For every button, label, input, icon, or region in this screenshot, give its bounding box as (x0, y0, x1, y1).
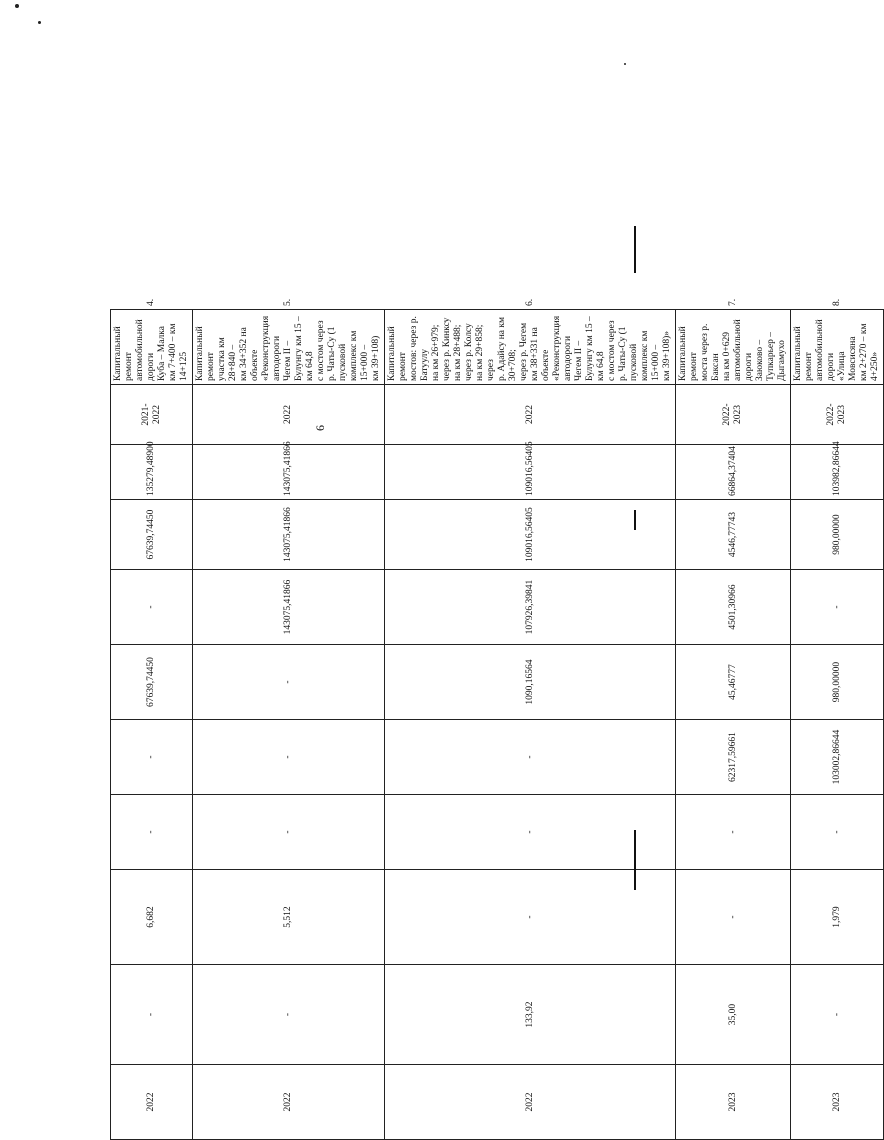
col-5-cell: - (193, 720, 385, 795)
col-4-cell: 67639,74450 (111, 645, 193, 720)
col-5-cell: 62317,59661 (676, 720, 791, 795)
object-name-cell: Капитальный ремонт автомобильной дороги «Улица Мовсисяна км 2+270 – км 4+250» (791, 310, 884, 385)
col-6-cell: - (676, 795, 791, 870)
col-8-cell: 133,92 (385, 965, 676, 1065)
col-7-cell: 1,979 (791, 870, 884, 965)
completion-year-cell: 2022 (111, 1065, 193, 1140)
table-row: 2023 - 1,979 - 103002,86644 980,00000 - 980,00000 103982,86644 2022- 2023 Капитальный ремонт автомобильной дороги «Улица Мовсисяна км 2+270 – км 4+250» 8. (791, 310, 884, 1140)
col-4-cell: - (193, 645, 385, 720)
completion-year-cell: 2023 (791, 1065, 884, 1140)
col-3-cell: - (111, 570, 193, 645)
col-6-cell: - (193, 795, 385, 870)
table-row: 2022 - 5,512 - - - 143075,41866 143075,41866 143075,41866 2022 Капитальный ремонт участка км 28+840 – км 34+352 на объекте «Реконструкция автодороги Чегем II – Булунгу км 15 – км 64,8 с мостом через р. Чаты-Су (1 пусковой комплекс км 15+000 – км 39+108) 5. (193, 310, 385, 1140)
col-3-cell: 4501,30966 (676, 570, 791, 645)
scan-speck (624, 63, 626, 65)
col-8-cell: - (791, 965, 884, 1065)
col-7-cell: - (385, 870, 676, 965)
object-name-cell: Капитальный ремонт участка км 28+840 – км 34+352 на объекте «Реконструкция автодороги Чегем II – Булунгу км 15 – км 64,8 с мостом через р. Чаты-Су (1 пусковой комплекс км 15+000 – км 39+108) (193, 310, 385, 385)
col-4-cell: 1090,16564 (385, 645, 676, 720)
object-name-cell: Капитальный ремонт мостов: через р. Батуулу на км 26+979; через р. Кинксу на км 28+488; через р. Колсу на км 29+858; через р. Адайсу на км 30+708; через р. Чегем км 38+331 на объекте «Реконструкция автодороги Чегем II – Булунгу км 15 – км 64,8 с мостом через р. Чаты-Су (1 пусковой комплекс км 15+000 – км 39+108)» (385, 310, 676, 385)
completion-year-cell: 2022 (385, 1065, 676, 1140)
col-8-cell: 35,00 (676, 965, 791, 1065)
years-cell: 2022 (385, 385, 676, 445)
total-cost-cell: 66864,37404 (676, 445, 791, 500)
col-6-cell: - (385, 795, 676, 870)
col-8-cell: - (111, 965, 193, 1065)
years-cell: 2021- 2022 (111, 385, 193, 445)
col-4-cell: 980,00000 (791, 645, 884, 720)
page-number: 6 (313, 425, 327, 431)
rotated-table-sheet (110, 298, 880, 1140)
col-3-cell: 107926,39841 (385, 570, 676, 645)
scan-speck (15, 4, 19, 8)
total-cost-cell: 109016,56405 (385, 445, 676, 500)
years-cell: 2022- 2023 (791, 385, 884, 445)
col-3-cell: 143075,41866 (193, 570, 385, 645)
scan-speck (38, 21, 41, 24)
col-3-cell: - (791, 570, 884, 645)
col-4-cell: 45,46777 (676, 645, 791, 720)
years-cell: 2022 (193, 385, 385, 445)
col-2-cell: 4546,77743 (676, 500, 791, 570)
col-8-cell: - (193, 965, 385, 1065)
object-name-cell: Капитальный ремонт автомобильной дороги Куба – Малка км 7+400 – км 14+125 (111, 310, 193, 385)
years-cell: 2022- 2023 (676, 385, 791, 445)
col-5-cell: - (385, 720, 676, 795)
table-row: 2022 - 6,682 - - 67639,74450 - 67639,74450 135279,48900 2021- 2022 Капитальный ремонт автомобильной дороги Куба – Малка км 7+400 – км 14+125 4. (111, 310, 193, 1140)
col-2-cell: 143075,41866 (193, 500, 385, 570)
col-6-cell: - (111, 795, 193, 870)
total-cost-cell: 135279,48900 (111, 445, 193, 500)
col-6-cell: - (791, 795, 884, 870)
col-5-cell: - (111, 720, 193, 795)
completion-year-cell: 2022 (193, 1065, 385, 1140)
col-2-cell: 67639,74450 (111, 500, 193, 570)
table-row: 2023 35,00 - - 62317,59661 45,46777 4501,30966 4546,77743 66864,37404 2022- 2023 Капитальный ремонт моста через р. Баксан на км 0+629 автомобильной дороги Заюково – Тупкарьер – Дыгамухо 7. (676, 310, 791, 1140)
col-7-cell: 5,512 (193, 870, 385, 965)
table-row: 2022 133,92 - - - 1090,16564 107926,39841 109016,56405 109016,56405 2022 Капитальный ремонт мостов: через р. Батуулу на км 26+979; через р. Кинксу на км 28+488; через р. Колсу на км 29+858; через р. Адайсу на км 30+708; через р. Чегем км 38+331 на объекте «Реконструкция автодороги Чегем II – Булунгу км 15 – км 64,8 с мостом через р. Чаты-Су (1 пусковой комплекс км 15+000 – км 39+108)» 6. (385, 310, 676, 1140)
col-2-cell: 980,00000 (791, 500, 884, 570)
col-5-cell: 103002,86644 (791, 720, 884, 795)
total-cost-cell: 103982,86644 (791, 445, 884, 500)
col-2-cell: 109016,56405 (385, 500, 676, 570)
col-7-cell: 6,682 (111, 870, 193, 965)
total-cost-cell: 143075,41866 (193, 445, 385, 500)
completion-year-cell: 2023 (676, 1065, 791, 1140)
object-name-cell: Капитальный ремонт моста через р. Баксан на км 0+629 автомобильной дороги Заюково – Тупкарьер – Дыгамухо (676, 310, 791, 385)
col-7-cell: - (676, 870, 791, 965)
road-repair-table (110, 298, 884, 1140)
